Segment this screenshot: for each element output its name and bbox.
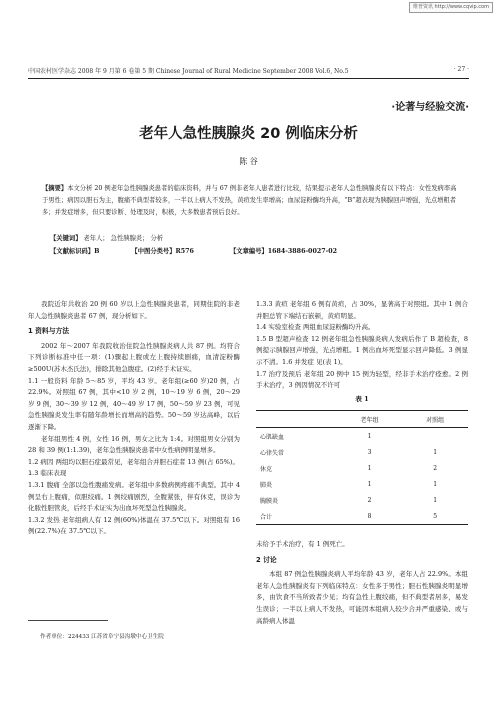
table-cell	[402, 428, 468, 445]
paragraph: 老年组男性 4 例，女性 16 例，男女之比为 1:4。对照组男女分别为 28 和 39 例(1:1.39)，老年急性胰腺炎患者中女性病例明显增多。	[28, 434, 240, 455]
table-header: 老年组	[337, 411, 403, 428]
paragraph: 1.4 实验室检查 两组血尿淀粉酶均升高。	[256, 323, 375, 332]
paragraph: 1.3.1 腹痛 全部以急性腹痛发病。老年组中多数病例疼痛不典型。其中 4 例呈右上腹痛，似胆绞痛。1 例绞痛剧烈，全腹紧张，伴有休克，误诊为化脓性胆管炎，后经手术证实为出血坏死型急性胰腺炎。	[28, 480, 240, 513]
abstract-label: 【摘要】	[42, 185, 68, 192]
journal-info: 中国农村医学杂志 2008 年 9 月第 6 卷第 5 期 Chinese Journal of Rural Medicine September 2008 Vol.6, No.5	[28, 68, 349, 75]
table-cell: 3	[367, 448, 372, 456]
table-cell: 1	[367, 432, 372, 440]
right-column-bottom	[256, 539, 468, 627]
table-caption: 表 1	[355, 395, 369, 403]
table-header: 对照组	[402, 411, 468, 428]
table-cell: 1	[433, 480, 438, 488]
table-cell: 1	[367, 480, 372, 488]
heading-discussion: 2 讨论	[256, 555, 277, 564]
paragraph: 1.5 B 型超声检查 12 例老年组急性胰腺炎病人发病后作了 B 超检查，8 例提示胰腺回声增强，光点增粗。1 例出血坏死型显示回声降低。3 例显示不清。1.6 并发症 见(表 1)。	[256, 334, 468, 366]
keywords	[50, 233, 163, 242]
article-number: 【文章编号】1684-3886-0027-02	[230, 248, 337, 255]
header-rule	[28, 78, 469, 79]
table-cell: 肺炎	[260, 481, 273, 489]
table-cell: 心律失常	[260, 449, 285, 457]
paragraph: 1.2 病因 两组均以胆石症最常见，老年组合并胆石症者 13 例(占 65%)。	[28, 457, 239, 466]
running-head	[28, 66, 469, 75]
doc-code: 【文献标识码】B	[50, 248, 100, 255]
cls-code: 【中图分类号】R576	[131, 248, 194, 255]
table-row	[256, 476, 468, 492]
paragraph: 本组 87 例急性胰腺炎病人平均年龄 43 岁，老年人占 22.9%。本组老年人急性胰腺炎有下列临床特点：女性多于男性；胆石性胰腺炎明显增多，由饮食不当所致者少见；均有急性上腹绞痛，但不典型者居多，易发生误诊；一半以上病人不发热，可能因本组病人较少合并严重感染、或与高龄病人体温	[256, 570, 468, 625]
paragraph: 1.1 一般资料 年龄 5～85 岁，平均 43 岁。老年组(≥60 岁)20 例，占 22.9%。对照组 67 例，其中<10 岁 2 例，10～19 岁 6 例，20～29 岁 9 例，30～39 岁 12 例，40～49 岁 17 例，50～59 岁 23 例，可见急性胰腺炎发生率有随年龄增长而增高的趋势。50～59 岁达高峰，以后逐渐下降。	[28, 376, 240, 431]
paragraph: 未给予手术治疗，有 1 例死亡。	[256, 540, 349, 548]
table-row	[256, 428, 468, 445]
article-title: 老年人急性胰腺炎 20 例临床分析	[139, 126, 358, 142]
heading-clinical: 1.3 临床表现	[28, 469, 67, 478]
paragraph: 2002 年～2007 年我院收治住院急性胰腺炎病人共 87 例。均符合下列诊断标准中任一项：(1)骤起上腹或左上腹持续剧痛，血清淀粉酶≥500U(苏木杰氏法)，排除其他急腹症。(2)经手术证实。	[28, 341, 240, 373]
table-cell: 1	[367, 464, 372, 472]
author: 陈 谷	[239, 157, 258, 166]
author-affiliation: 作者单位：224433 江苏省阜宁县沟墩中心卫生院	[40, 634, 164, 640]
table-row	[256, 508, 468, 525]
classification	[50, 246, 460, 255]
abstract-text: 本文分析 20 例老年急性胰腺炎患者的临床资料，并与 67 例非老年人患者进行比较，结果提示老年人急性胰腺炎有以下特点：女性发病率高于男性；病因以胆石为主，腹痛不典型者较多，一半以上病人不发热，黄疸发生率增高；血尿淀粉酶均升高，“B”超表现为胰腺回声增强，光点增粗者多；并发症增多，但只要诊断、处理及时，积极，大多数患者预后良好。	[42, 185, 457, 216]
table-cell: 2	[433, 464, 438, 472]
table-cell: 2	[367, 496, 372, 504]
table-cell: 8	[337, 508, 403, 525]
paragraph: 1.3.3 黄疸 老年组 6 例有黄疸，占 30%，显著高于对照组。其中 1 例合并胆总管下端结石嵌顿，黄疸明显。	[256, 300, 468, 320]
watermark: 维普资讯 http://www.cqvip.com	[409, 2, 493, 13]
page-number: · 27 ·	[453, 66, 469, 73]
table-row	[256, 444, 468, 460]
table-cell: 1	[433, 448, 438, 456]
footnote-rule	[28, 620, 108, 621]
intro-paragraph: 我院近年共收治 20 例 60 岁以上急性胰腺炎患者，同期住院的非老年人急性胰腺炎患者 67 例，现分析如下。	[28, 300, 240, 320]
table-cell: 心肌缺血	[260, 433, 285, 441]
keywords-text: 老年人； 急性胰腺炎； 分析	[83, 235, 164, 242]
section-tag: ·论著与经验交流·	[391, 102, 469, 113]
table-cell: 5	[402, 508, 468, 525]
table-cell: 胸膜炎	[260, 497, 279, 505]
left-column	[28, 299, 240, 538]
heading-materials-methods: 1 资料与方法	[28, 327, 70, 336]
table-header	[256, 411, 337, 428]
keywords-label: 【关键词】	[50, 235, 82, 242]
table-cell: 休克	[260, 465, 273, 473]
complications-table	[256, 410, 468, 525]
abstract	[42, 183, 462, 219]
table-row	[256, 492, 468, 508]
table-row	[256, 460, 468, 476]
paragraph: 1.7 治疗及预后 老年组 20 例中 15 例为轻型，经非手术治疗痊愈。2 例手术治疗，3 例因情况不许可	[256, 369, 468, 390]
table-cell: 合计	[256, 508, 337, 525]
paragraph: 1.3.2 发热 老年组病人有 12 例(60%)体温在 37.5℃以下。对照组有 16 例(22.7%)在 37.5℃以下。	[28, 515, 240, 536]
right-column-top	[256, 299, 468, 392]
table-cell: 1	[433, 496, 438, 504]
